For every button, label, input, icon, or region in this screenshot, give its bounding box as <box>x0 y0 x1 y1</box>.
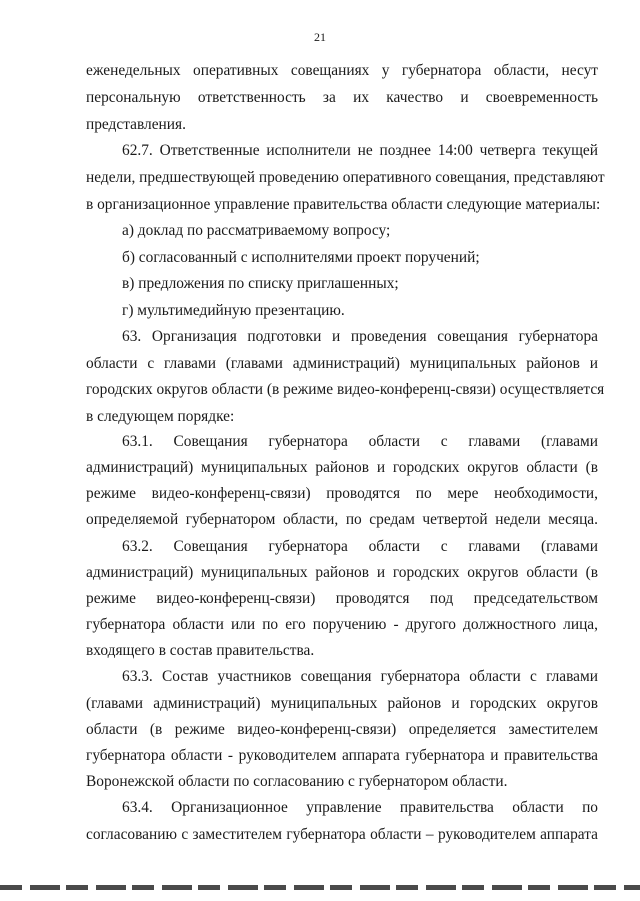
scan-edge-artifact <box>0 885 640 890</box>
list-item: в) предложения по списку приглашенных; <box>122 275 399 292</box>
paragraph-first-line: 63.4. Организационное управление правительства области по <box>122 799 598 816</box>
text-line: Воронежской области по согласованию с губернатором области. <box>86 773 508 790</box>
text-line: персональную ответственность за их качество и своевременность <box>86 89 598 106</box>
list-item: а) доклад по рассматриваемому вопросу; <box>122 222 391 239</box>
text-line: режиме видео-конференц-связи) проводятся под председательством <box>86 590 598 607</box>
paragraph-first-line: 63.2. Совещания губернатора области с главами (главами <box>122 538 598 555</box>
text-line: режиме видео-конференц-связи) проводятся по мере необходимости, <box>86 485 598 502</box>
text-line: согласованию с заместителем губернатора области – руководителем аппарата <box>86 826 598 843</box>
page-number: 21 <box>314 30 326 44</box>
paragraph-first-line: 62.7. Ответственные исполнители не позднее 14:00 четверга текущей <box>122 142 598 159</box>
text-line: недели, предшествующей проведению оперативного совещания, представляют <box>86 169 605 186</box>
text-line: губернатора области или по его поручению - другого должностного лица, <box>86 616 598 633</box>
text-line: области (в режиме видео-конференц-связи) определяется заместителем <box>86 721 598 738</box>
text-line: еженедельных оперативных совещаниях у губернатора области, несут <box>86 62 598 79</box>
text-line: определяемой губернатором области, по средам четвертой недели месяца. <box>86 511 598 528</box>
text-line: представления. <box>86 116 186 133</box>
text-line: входящего в состав правительства. <box>86 642 315 659</box>
text-line: в следующем порядке: <box>86 408 235 425</box>
text-line: городских округов области (в режиме видео-конференц-связи) осуществляется <box>86 381 605 398</box>
text-line: администраций) муниципальных районов и городских округов области (в <box>86 564 598 581</box>
list-item: б) согласованный с исполнителями проект поручений; <box>122 249 480 266</box>
paragraph-first-line: 63. Организация подготовки и проведения совещания губернатора <box>122 328 598 345</box>
list-item: г) мультимедийную презентацию. <box>122 302 345 319</box>
text-line: (главами администраций) муниципальных районов и городских округов <box>86 695 598 712</box>
text-line: администраций) муниципальных районов и городских округов области (в <box>86 459 598 476</box>
paragraph-first-line: 63.3. Состав участников совещания губернатора области с главами <box>122 668 598 685</box>
text-line: области с главами (главами администраций) муниципальных районов и <box>86 355 598 372</box>
text-line: в организационное управление правительства области следующие материалы: <box>86 196 601 213</box>
text-line: губернатора области - руководителем аппарата губернатора и правительства <box>86 747 598 764</box>
paragraph-first-line: 63.1. Совещания губернатора области с главами (главами <box>122 433 598 450</box>
